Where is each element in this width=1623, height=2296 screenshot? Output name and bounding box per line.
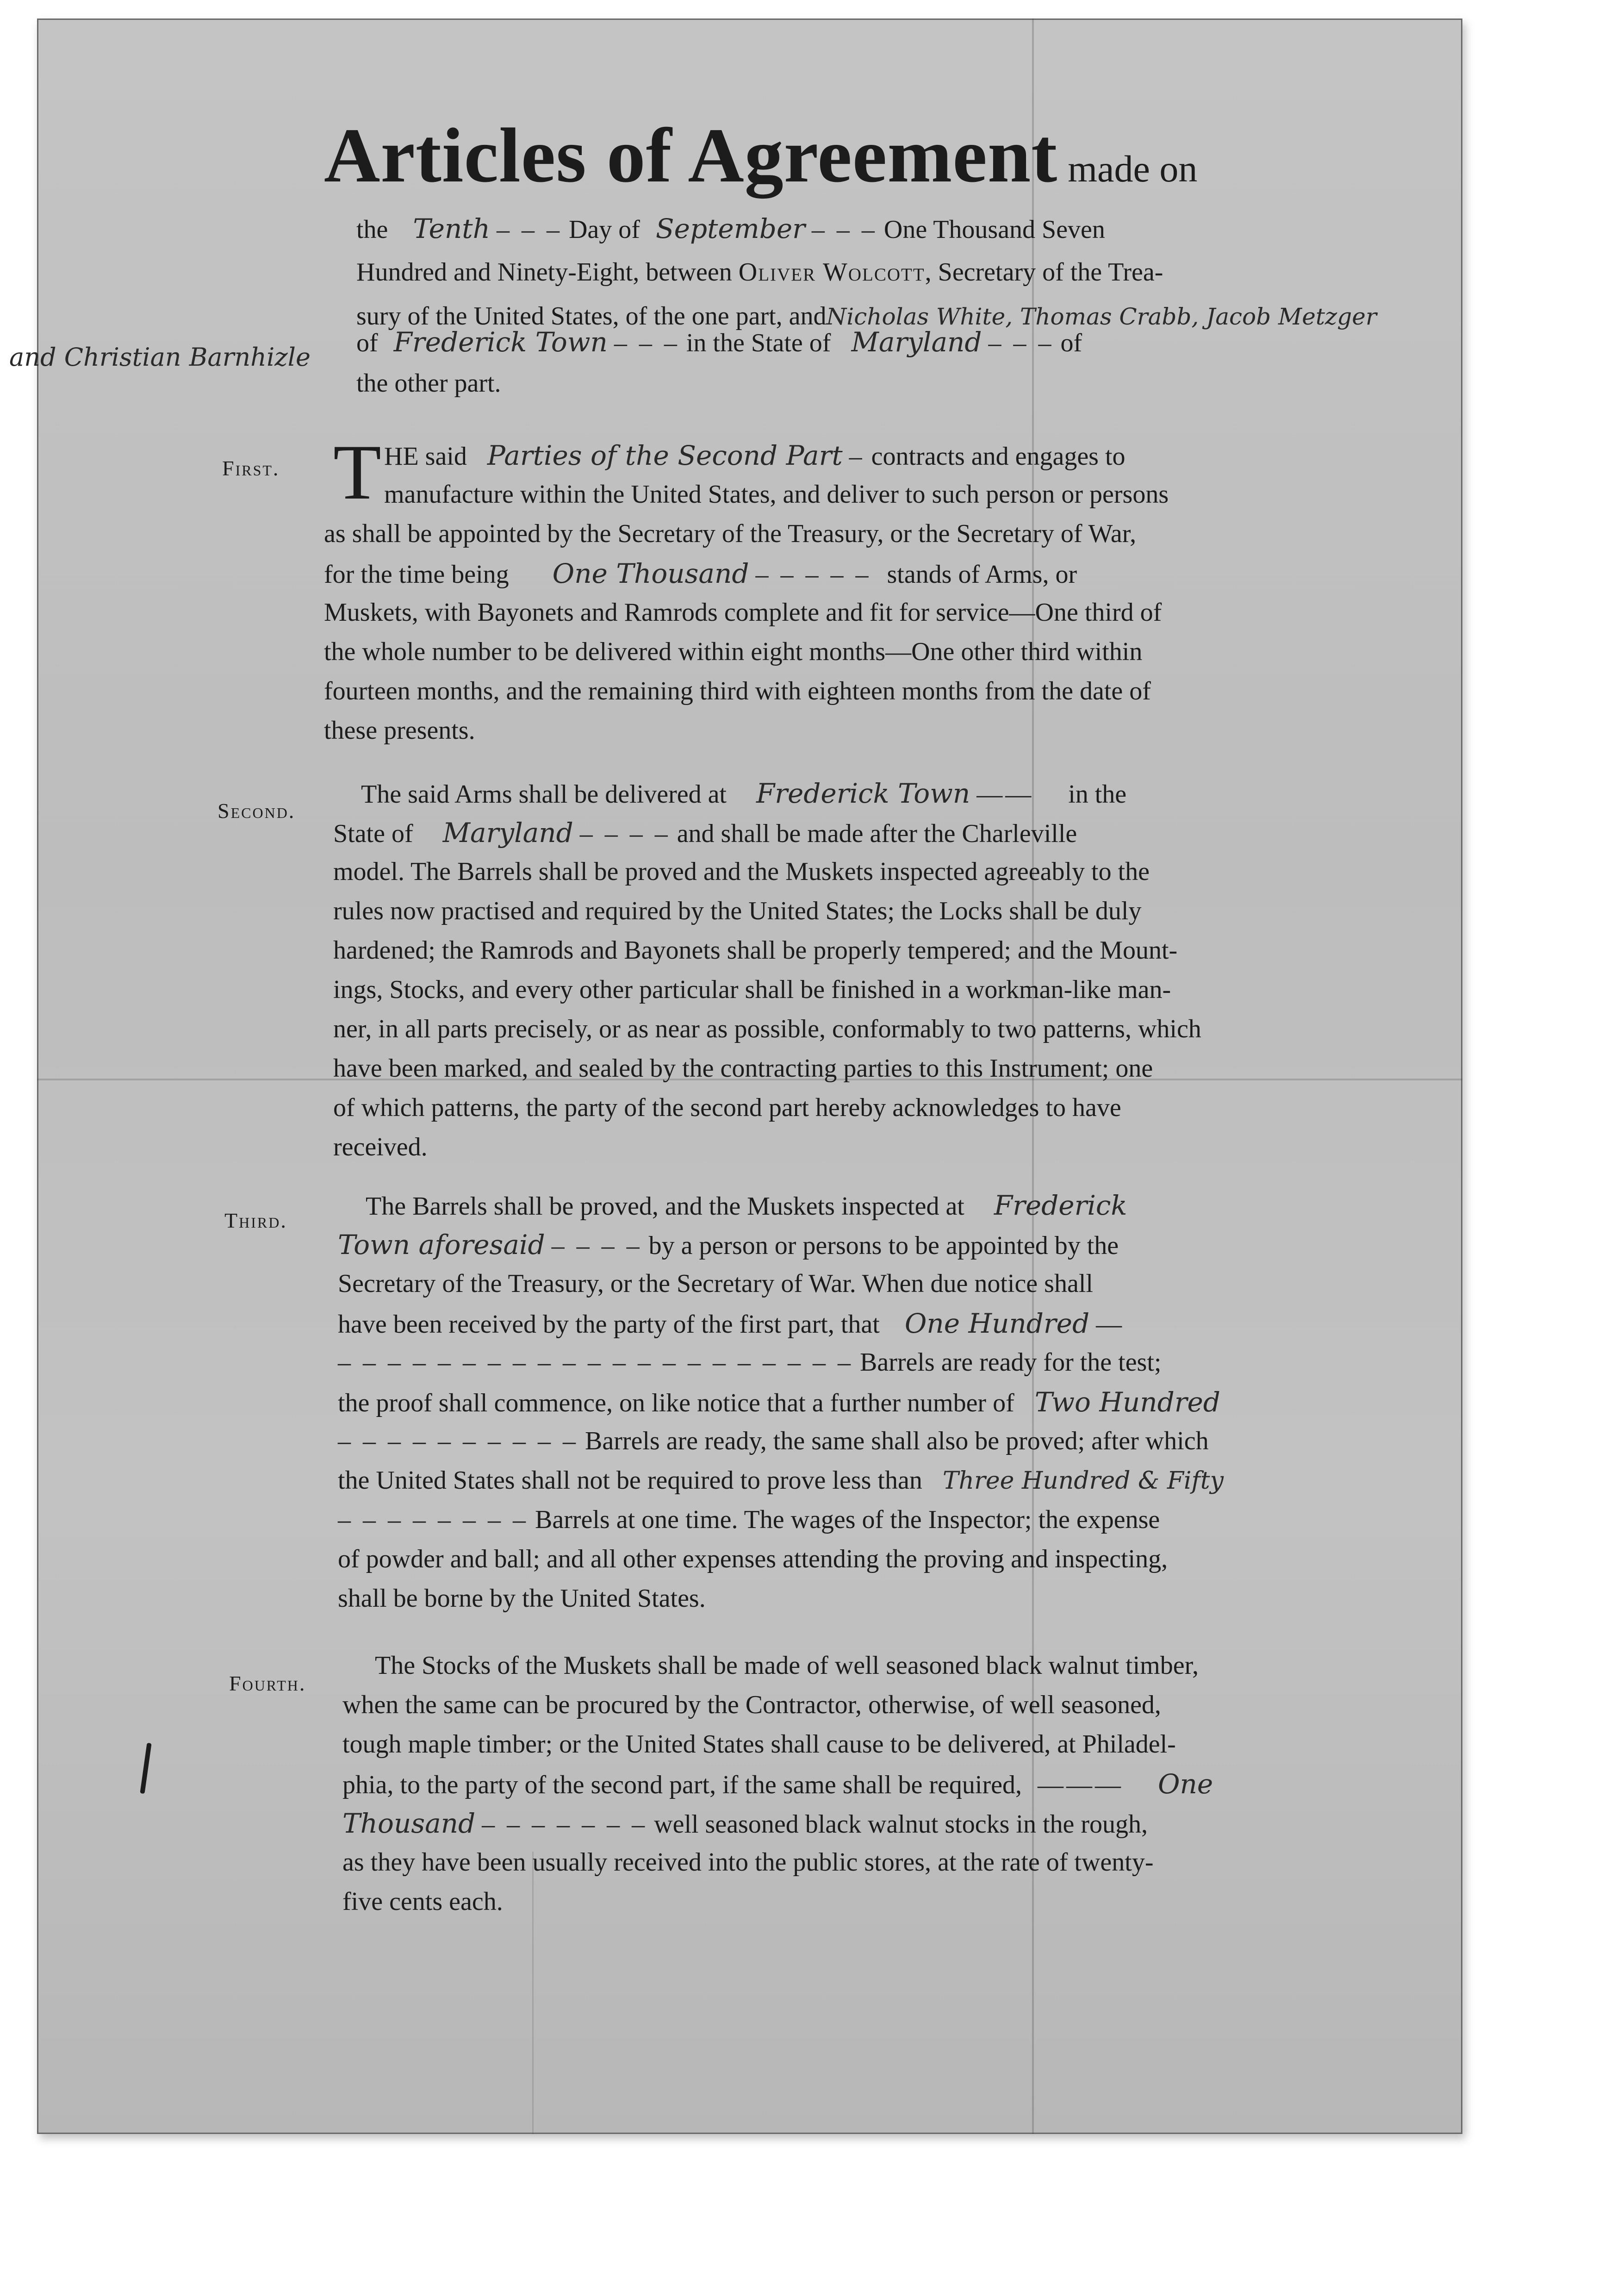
title-main: Articles of Agreement bbox=[324, 112, 1058, 199]
handwritten-stock-qty-1: One bbox=[1157, 1768, 1213, 1800]
third-line-9: – – – – – – – – Barrels at one time. The wages of the Inspector; the expense bbox=[338, 1505, 1160, 1534]
first-line-6: the whole number to be delivered within eight months—One other third within bbox=[324, 637, 1143, 666]
handwritten-day: Tenth bbox=[413, 213, 490, 244]
fourth-line-4: phia, to the party of the second part, if the same shall be required, ——— One bbox=[342, 1768, 1213, 1800]
handwritten-second-batch: Two Hundred bbox=[1034, 1386, 1220, 1418]
third-line-5: – – – – – – – – – – – – – – – – – – – – – Barrels are ready for the test; bbox=[338, 1348, 1162, 1377]
intro-line-5: the other part. bbox=[356, 369, 501, 398]
fourth-line-5: Thousand – – – – – – – well seasoned black walnut stocks in the rough, bbox=[342, 1808, 1148, 1839]
handwritten-delivery-state: Maryland bbox=[442, 817, 573, 849]
second-line-8: have been marked, and sealed by the contracting parties to this Instrument; one bbox=[333, 1054, 1153, 1083]
second-line-4: rules now practised and required by the United States; the Locks shall be duly bbox=[333, 897, 1142, 925]
fourth-line-3: tough maple timber; or the United States shall cause to be delivered, at Philadel- bbox=[342, 1730, 1176, 1759]
drop-cap: T bbox=[333, 429, 381, 516]
handwritten-parties: Nicholas White, Thomas Crabb, Jacob Metzger bbox=[826, 303, 1377, 330]
second-line-9: of which patterns, the party of the second part hereby acknowledges to have bbox=[333, 1093, 1121, 1122]
third-line-4: have been received by the party of the first part, that One Hundred — bbox=[338, 1308, 1125, 1339]
intro-line-1: the Tenth – – – Day of September – – – One Thousand Seven bbox=[356, 213, 1105, 244]
handwritten-min-batch: Three Hundred & Fifty bbox=[942, 1467, 1224, 1495]
fourth-line-7: five cents each. bbox=[342, 1887, 503, 1916]
second-line-3: model. The Barrels shall be proved and the Muskets inspected agreeably to the bbox=[333, 857, 1150, 886]
third-line-6: the proof shall commence, on like notice that a further number of Two Hundred bbox=[338, 1386, 1220, 1418]
third-line-8: the United States shall not be required to prove less than Three Hundred & Fifty bbox=[338, 1466, 1224, 1495]
intro-line-4: of Frederick Town – – – in the State of Maryland – – – of bbox=[356, 326, 1082, 358]
handwritten-margin-party: and Christian Barnhizle bbox=[9, 343, 311, 372]
handwritten-first-batch: One Hundred bbox=[904, 1308, 1090, 1339]
first-line-1: HE said Parties of the Second Part – contracts and engages to bbox=[384, 440, 1126, 471]
section-label-second: Second. bbox=[218, 799, 296, 823]
second-line-1: The said Arms shall be delivered at Frederick Town —— in the bbox=[361, 778, 1127, 809]
first-line-8: these presents. bbox=[324, 716, 475, 745]
title-tail: made on bbox=[1068, 148, 1198, 190]
second-line-6: ings, Stocks, and every other particular shall be finished in a workman-like man- bbox=[333, 975, 1171, 1004]
first-line-3: as shall be appointed by the Secretary of the Treasury, or the Secretary of War, bbox=[324, 519, 1137, 548]
fourth-line-6: as they have been usually received into the public stores, at the rate of twenty- bbox=[342, 1848, 1154, 1877]
third-line-11: shall be borne by the United States. bbox=[338, 1584, 706, 1613]
third-line-10: of powder and ball; and all other expenses attending the proving and inspecting, bbox=[338, 1545, 1168, 1573]
second-line-7: ner, in all parts precisely, or as near as possible, conformably to two patterns, which bbox=[333, 1015, 1201, 1043]
second-line-10: received. bbox=[333, 1133, 428, 1161]
fourth-line-1: The Stocks of the Muskets shall be made of well seasoned black walnut timber, bbox=[375, 1651, 1199, 1680]
document-title bbox=[324, 111, 1197, 200]
handwritten-month: September bbox=[655, 213, 805, 244]
first-line-5: Muskets, with Bayonets and Ramrods complete and fit for service—One third of bbox=[324, 598, 1162, 627]
fold-crease-lower bbox=[532, 1852, 534, 2134]
handwritten-delivery-town: Frederick Town bbox=[756, 778, 970, 809]
handwritten-stock-qty-2: Thousand bbox=[342, 1808, 476, 1839]
third-line-3: Secretary of the Treasury, or the Secretary of War. When due notice shall bbox=[338, 1269, 1093, 1298]
third-line-1: The Barrels shall be proved, and the Muskets inspected at Frederick bbox=[366, 1190, 1127, 1221]
handwritten-aforesaid: Town aforesaid bbox=[338, 1229, 545, 1260]
first-line-2: manufacture within the United States, and deliver to such person or persons bbox=[384, 480, 1169, 509]
section-label-first: First. bbox=[222, 456, 280, 480]
third-line-7: – – – – – – – – – – Barrels are ready, the same shall also be proved; after which bbox=[338, 1427, 1209, 1455]
third-line-2: Town aforesaid – – – – by a person or persons to be appointed by the bbox=[338, 1229, 1119, 1260]
intro-line-2: Hundred and Ninety-Eight, between Oliver Wolcott, Secretary of the Trea- bbox=[356, 258, 1163, 287]
fourth-line-2: when the same can be procured by the Contractor, otherwise, of well seasoned, bbox=[342, 1691, 1161, 1719]
intro-line-3: sury of the United States, of the one part, andNicholas White, Thomas Crabb, Jacob Metzger bbox=[356, 302, 1377, 331]
section-label-fourth: Fourth. bbox=[229, 1672, 306, 1695]
second-line-5: hardened; the Ramrods and Bayonets shall be properly tempered; and the Mount- bbox=[333, 936, 1178, 965]
first-line-4: for the time being One Thousand – – – – – stands of Arms, or bbox=[324, 558, 1077, 589]
section-label-third: Third. bbox=[224, 1209, 287, 1232]
handwritten-parties-second: Parties of the Second Part bbox=[487, 440, 843, 471]
handwritten-inspection-town: Frederick bbox=[994, 1190, 1127, 1221]
handwritten-quantity: One Thousand bbox=[552, 558, 749, 589]
first-line-7: fourteen months, and the remaining third with eighteen months from the date of bbox=[324, 677, 1151, 705]
party-name-wolcott: Oliver Wolcott bbox=[738, 258, 925, 287]
handwritten-state: Maryland bbox=[851, 326, 982, 358]
handwritten-town: Frederick Town bbox=[393, 326, 608, 358]
second-line-2: State of Maryland – – – – and shall be made after the Charleville bbox=[333, 817, 1077, 849]
